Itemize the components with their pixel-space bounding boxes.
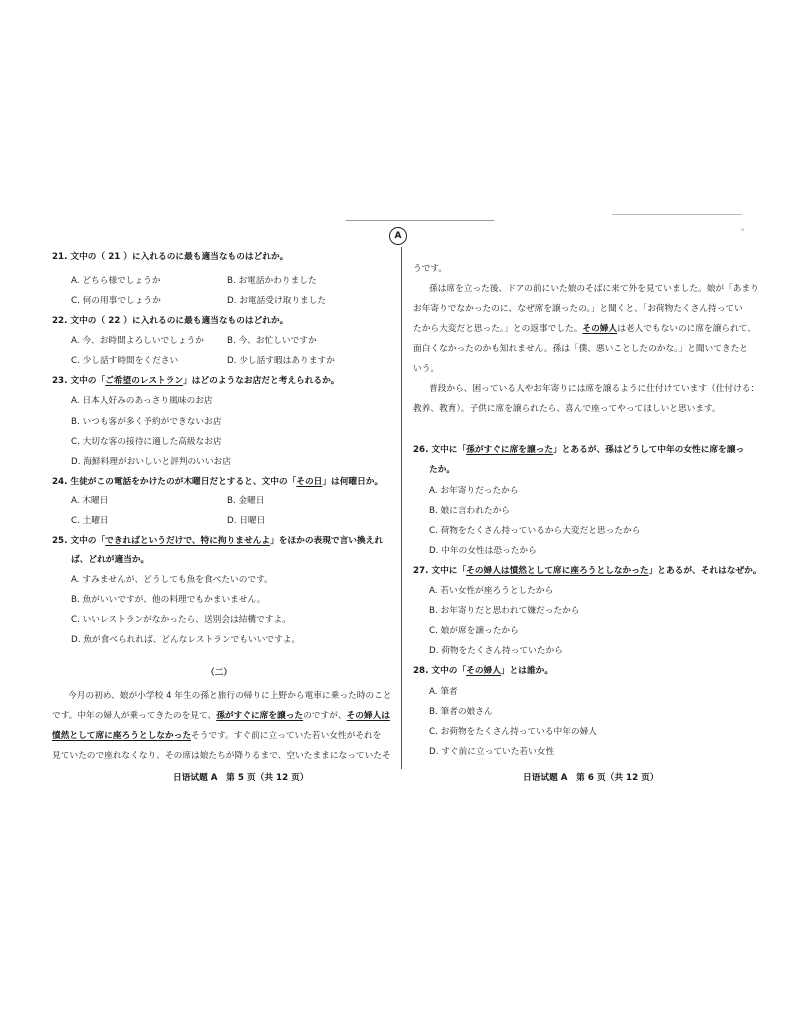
question-26-stem: 26. 文中に「孫がすぐに席を譲った」とあるが、孫はどうして中年の女性に席を譲っ [413,445,745,455]
passage-cont-line-3: お年寄りでなかったのに、なぜ席を譲ったの。」と聞くと、「お荷物たくさん持ってい [413,304,743,314]
q22-option-a: A. 今、お時間よろしいでしょうか [71,336,204,346]
q26-option-d: D. 中年の女性は恐ったから [429,546,537,556]
q22-option-d: D. 少し話す暇はありますか [227,356,335,366]
passage-cont-line-8: 教养、教育）。子供に席を譲られたら、喜んで座ってやってほしいと思います。 [413,404,721,414]
q25-option-d: D. 魚が食べられれば、どんなレストランでもいいですよ。 [71,635,301,645]
question-28-stem: 28. 文中の「その婦人」とは誰か。 [413,666,554,676]
q21-option-a: A. どちら様でしょうか [71,276,161,286]
q23-option-a: A. 日本人好みのあっさり風味のお店 [71,396,213,406]
passage-line-2: です。中年の婦人が乗ってきたのを見て、孫がすぐに席を譲ったのですが、その婦人は [52,711,390,721]
question-25-stem: 25. 文中の「できればというだけで、特に拘りませんよ」をほかの表現で言い換えれ [52,536,383,546]
passage-cont-line-4: たから大変だと思った。」との返事でした。その婦人は老人でもないのに席を譲られて、 [413,324,756,334]
q27-option-a: A. 若い女性が座ろうとしたから [429,586,554,596]
passage-line-1: 今月の初め、娘が小学校 4 年生の孫と旅行の帰りに上野から電車に乗った時のこと [68,691,392,701]
question-26-stem-line2: たか。 [429,465,456,475]
q24-option-d: D. 日曜日 [227,516,266,526]
right-page [401,0,794,1028]
q22-option-b: B. 今、お忙しいですか [227,336,317,346]
q25-option-b: B. 魚がいいですが、他の料理でもかまいません。 [71,595,266,605]
q21-option-d: D. お電話受け取りました [227,296,327,306]
passage-line-4: 見ていたので座れなくなり、その席は娘たちが降りるまで、空いたままになっていたそ [52,751,391,761]
passage-cont-line-7: 普段から、困っている人やお年寄りには席を譲るように仕付けています（仕付ける： [429,384,760,394]
passage-cont-line-1: うです。 [413,264,448,274]
q26-option-c: C. 荷物をたくさん持っているから大変だと思ったから [429,526,641,536]
q27-option-b: B. お年寄りだと思われて嫌だったから [429,606,580,616]
q23-option-b: B. いつも客が多く予約ができないお店 [71,417,222,427]
q28-option-b: B. 筆者の娘さん [429,707,493,717]
q27-option-c: C. 娘が席を譲ったから [429,626,519,636]
q21-option-b: B. お電話かわりました [227,276,317,286]
q23-option-d: D. 海鮮料理がおいしいと評判のいいお店 [71,457,231,467]
passage-cont-line-5: 面白くなかったのかも知れません。孫は「僕、悪いことしたのかな。」と聞いてきたと [413,344,748,354]
passage-cont-line-2: 孫は席を立った後、ドアの前にいた娘のそばに来て外を見ていました。娘が「あまり [429,284,759,294]
question-23-stem: 23. 文中の「ご希望のレストラン」はどのようなお店だと考えられるか。 [52,376,340,386]
question-24-stem: 24. 生徒がこの電話をかけたのが木曜日だとすると、文中の「その日」は何曜日か。 [52,477,384,487]
q23-option-c: C. 大切な客の接待に適した高級なお店 [71,437,222,447]
left-page-footer: 日语试题 A 第 5 页（共 12 页） [173,773,309,783]
q24-option-a: A. 木曜日 [71,496,109,506]
passage-line-3: 憤然として席に座ろうとしなかったそうです。すぐ前に立っていた若い女性がそれを [52,731,382,741]
q22-option-c: C. 少し話す時間をください [71,356,179,366]
question-25-stem-line2: ば、どれが適当か。 [71,555,150,565]
q27-option-d: D. 荷物をたくさん持っていたから [429,646,563,656]
q28-option-a: A. 筆者 [429,687,458,697]
q24-option-c: C. 土曜日 [71,516,109,526]
q21-option-c: C. 何の用事でしょうか [71,296,161,306]
section-title: （二） [206,668,233,678]
q28-option-d: D. すぐ前に立っていた若い女性 [429,747,555,757]
right-page-footer: 日语试题 A 第 6 页（共 12 页） [523,773,659,783]
q25-option-c: C. いいレストランがなかったら、送別会は結構ですよ。 [71,615,291,625]
question-21-stem: 21. 文中の（ 21 ）に入れるのに最も適当なものはどれか。 [52,252,289,262]
question-27-stem: 27. 文中に「その婦人は憤然として席に座ろうとしなかった」とあるが、それはなぜか。 [413,566,762,576]
q28-option-c: C. お荷物をたくさん持っている中年の婦人 [429,727,597,737]
corner-dot: ◦ [740,226,746,236]
q26-option-b: B. 娘に言われたから [429,506,510,516]
paper-version-mark: A [389,227,407,245]
q24-option-b: B. 金曜日 [227,496,265,506]
q25-option-a: A. すみませんが、どうしても魚を食べたいのです。 [71,575,273,585]
q26-option-a: A. お年寄りだったから [429,486,519,496]
question-22-stem: 22. 文中の（ 22 ）に入れるのに最も適当なものはどれか。 [52,316,289,326]
passage-cont-line-6: いう。 [413,364,440,374]
